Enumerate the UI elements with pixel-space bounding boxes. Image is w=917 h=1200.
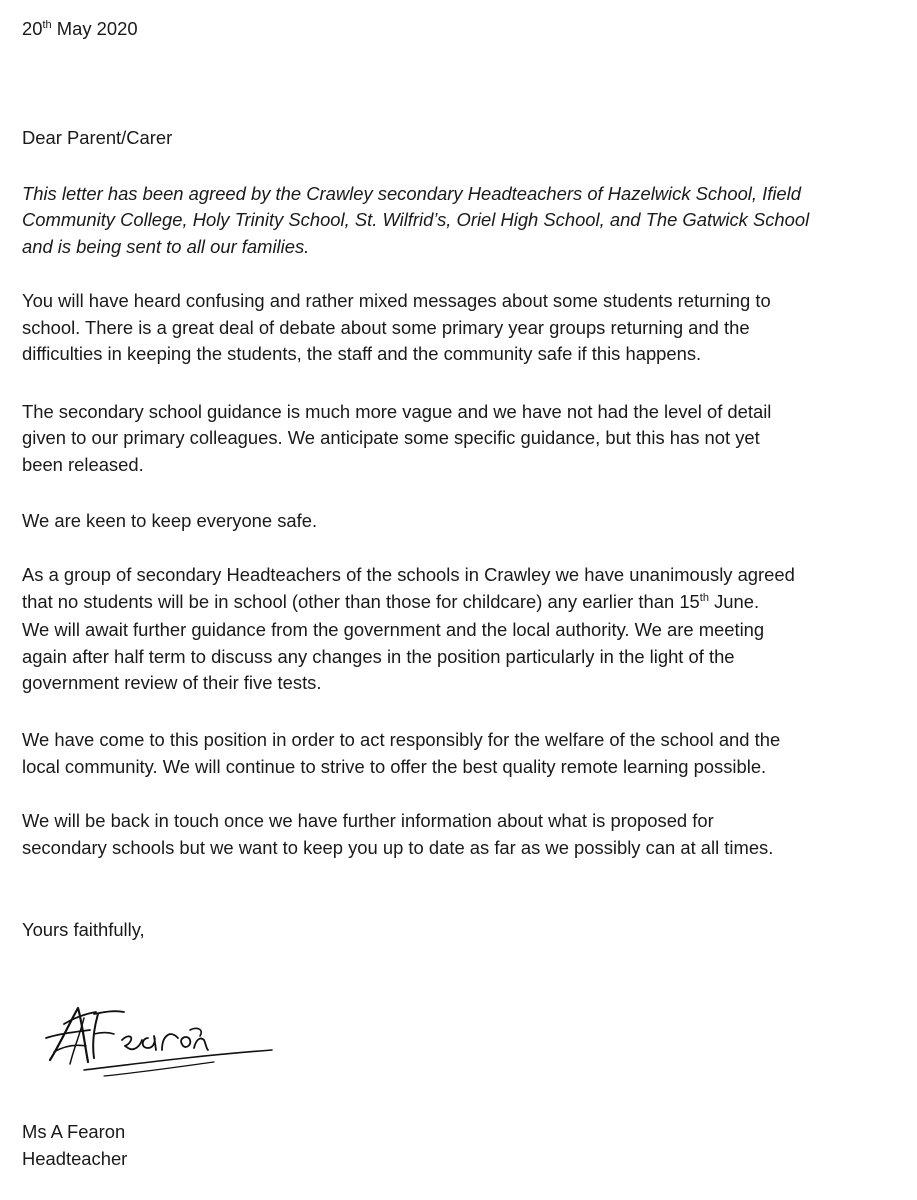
paragraph-4-line-2-end: June.	[708, 591, 760, 612]
ordinal-suffix: th	[699, 591, 709, 604]
paragraph-4-line-2-text: that no students will be in school (other than those for childcare) any earlier than 15	[22, 591, 700, 612]
paragraph-6-line-1: We will be back in touch once we have further information about what is proposed for	[22, 810, 714, 831]
paragraph-5-line-2: local community. We will continue to strive to offer the best quality remote learning possible.	[22, 756, 767, 777]
closing: Yours faithfully,	[22, 919, 145, 940]
paragraph-4-line-3: We will await further guidance from the government and the local authority. We are meeting	[22, 619, 765, 640]
intro-line-2: Community College, Holy Trinity School, St. Wilfrid’s, Oriel High School, and The Gatwick School	[22, 209, 810, 230]
signer-title: Headteacher	[22, 1148, 128, 1169]
date-month-year: May 2020	[56, 18, 138, 39]
paragraph-1-line-1: You will have heard confusing and rather mixed messages about some students returning to	[22, 290, 771, 311]
intro-line-1: This letter has been agreed by the Crawley secondary Headteachers of Hazelwick School, Ifield	[22, 183, 801, 204]
paragraph-2-line-3: been released.	[22, 454, 144, 475]
paragraph-2-line-2: given to our primary colleagues. We anticipate some specific guidance, but this has not yet	[22, 427, 760, 448]
paragraph-6-line-2: secondary schools but we want to keep you up to date as far as we possibly can at all times.	[22, 837, 774, 858]
paragraph-1-line-2: school. There is a great deal of debate about some primary year groups returning and the	[22, 317, 750, 338]
paragraph-4-line-2	[22, 590, 759, 614]
signer-name: Ms A Fearon	[22, 1121, 126, 1142]
paragraph-4-line-5: government review of their five tests.	[22, 672, 322, 693]
paragraph-2-line-1: The secondary school guidance is much more vague and we have not had the level of detail	[22, 401, 772, 422]
paragraph-4-line-1: As a group of secondary Headteachers of the schools in Crawley we have unanimously agreed	[22, 564, 795, 585]
paragraph-5-line-1: We have come to this position in order to act responsibly for the welfare of the school and the	[22, 729, 781, 750]
date-day: 20	[22, 18, 43, 39]
paragraph-4-line-4: again after half term to discuss any changes in the position particularly in the light of the	[22, 646, 735, 667]
date-suffix: th	[42, 18, 52, 31]
paragraph-3: We are keen to keep everyone safe.	[22, 510, 318, 531]
handwritten-signature-icon	[44, 1000, 280, 1080]
paragraph-1-line-3: difficulties in keeping the students, the staff and the community safe if this happens.	[22, 343, 702, 364]
salutation: Dear Parent/Carer	[22, 127, 173, 148]
intro-line-3: and is being sent to all our families.	[22, 236, 310, 257]
letter-date	[22, 17, 138, 41]
